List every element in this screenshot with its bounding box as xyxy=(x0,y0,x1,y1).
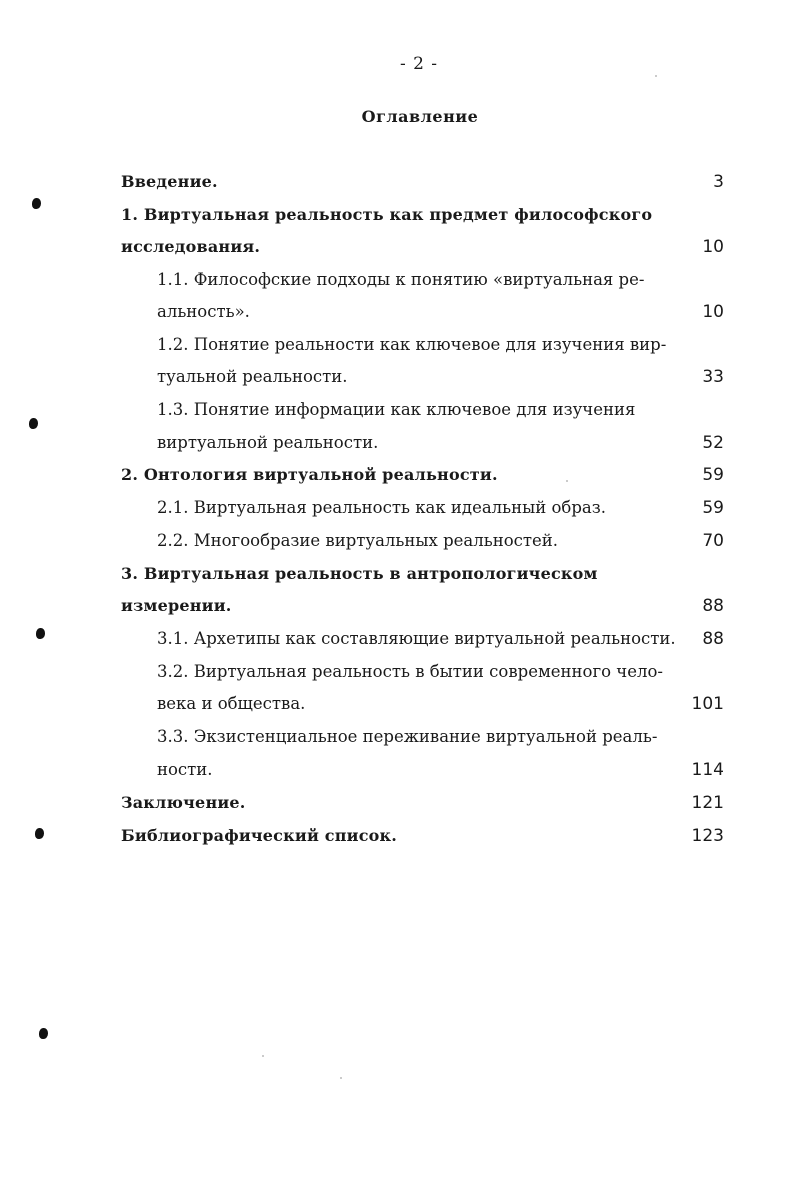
toc-entry-text: измерении. xyxy=(121,596,232,615)
toc-entry-text: 3.1. Архетипы как составляющие виртуальной реальности. xyxy=(157,629,676,648)
toc-entry-text: туальной реальности. xyxy=(157,367,348,386)
toc-entry-text: 2. Онтология виртуальной реальности. xyxy=(121,465,498,484)
toc-entry-chapter-1[interactable] xyxy=(0,202,793,228)
toc-entry-conclusion[interactable] xyxy=(0,790,793,816)
toc-entry-page: 88 xyxy=(702,629,724,649)
toc-entry-section-3-3[interactable] xyxy=(0,724,793,750)
page-number: - 2 - xyxy=(399,54,439,74)
toc-entry-section-3-3-cont[interactable] xyxy=(0,757,793,783)
toc-entry-page: 114 xyxy=(691,760,724,780)
toc-entry-section-2-2[interactable] xyxy=(0,528,793,554)
scan-speck xyxy=(262,1055,264,1057)
toc-entry-page: 52 xyxy=(702,433,724,453)
toc-entry-text: 3.2. Виртуальная реальность в бытии современного чело- xyxy=(157,662,663,681)
toc-entry-section-1-3[interactable] xyxy=(0,397,793,423)
toc-entry-chapter-2[interactable] xyxy=(0,462,793,488)
toc-entry-text: Заключение. xyxy=(121,793,246,812)
toc-entry-text: 3.3. Экзистенциальное переживание виртуальной реаль- xyxy=(157,727,658,746)
toc-entry-text: виртуальной реальности. xyxy=(157,433,379,452)
toc-entry-text: ности. xyxy=(157,760,213,779)
toc-entry-text: 1.1. Философские подходы к понятию «виртуальная ре- xyxy=(157,270,645,289)
toc-entry-section-3-1[interactable] xyxy=(0,626,793,652)
punch-hole-mark xyxy=(39,1028,48,1039)
toc-entry-page: 10 xyxy=(702,237,724,257)
toc-entry-text: 1.2. Понятие реальности как ключевое для изучения вир- xyxy=(157,335,667,354)
toc-entry-section-1-1-cont[interactable] xyxy=(0,299,793,325)
toc-entry-section-2-1[interactable] xyxy=(0,495,793,521)
scan-speck xyxy=(566,480,568,482)
toc-entry-text: исследования. xyxy=(121,237,261,256)
toc-entry-chapter-1-cont[interactable] xyxy=(0,234,793,260)
toc-entry-introduction[interactable] xyxy=(0,169,793,195)
toc-entry-page: 88 xyxy=(702,596,724,616)
toc-entry-page: 121 xyxy=(691,793,724,813)
toc-entry-bibliography[interactable] xyxy=(0,823,793,849)
toc-entry-text: века и общества. xyxy=(157,694,306,713)
toc-entry-page: 10 xyxy=(702,302,724,322)
toc-entry-text: Введение. xyxy=(121,172,218,191)
toc-entry-text: альность». xyxy=(157,302,250,321)
toc-entry-text: 2.1. Виртуальная реальность как идеальный образ. xyxy=(157,498,607,517)
toc-entry-text: 3. Виртуальная реальность в антропологическом xyxy=(121,564,598,583)
toc-entry-page: 33 xyxy=(702,367,724,387)
punch-hole-mark xyxy=(32,198,41,209)
toc-entry-text: 1. Виртуальная реальность как предмет философского xyxy=(121,205,653,224)
toc-entry-section-1-2[interactable] xyxy=(0,332,793,358)
toc-entry-section-3-2-cont[interactable] xyxy=(0,691,793,717)
toc-entry-section-1-3-cont[interactable] xyxy=(0,430,793,456)
toc-entry-text: 2.2. Многообразие виртуальных реальностей. xyxy=(157,531,559,550)
toc-entry-section-3-2[interactable] xyxy=(0,659,793,685)
scan-speck xyxy=(655,75,657,77)
toc-entry-page: 70 xyxy=(702,531,724,551)
toc-entry-page: 59 xyxy=(702,465,724,485)
toc-entry-page: 101 xyxy=(691,694,724,714)
scan-speck xyxy=(340,1077,342,1079)
toc-entry-text: Библиографический список. xyxy=(121,826,398,845)
toc-entry-page: 59 xyxy=(702,498,724,518)
punch-hole-mark xyxy=(36,628,45,639)
toc-title: Оглавление xyxy=(361,107,479,126)
toc-entry-chapter-3-cont[interactable] xyxy=(0,593,793,619)
toc-entry-page: 3 xyxy=(713,172,724,192)
toc-entry-section-1-1[interactable] xyxy=(0,267,793,293)
toc-entry-section-1-2-cont[interactable] xyxy=(0,364,793,390)
punch-hole-mark xyxy=(29,418,38,429)
punch-hole-mark xyxy=(35,828,44,839)
toc-entry-chapter-3[interactable] xyxy=(0,561,793,587)
toc-entry-text: 1.3. Понятие информации как ключевое для изучения xyxy=(157,400,636,419)
toc-entry-page: 123 xyxy=(691,826,724,846)
